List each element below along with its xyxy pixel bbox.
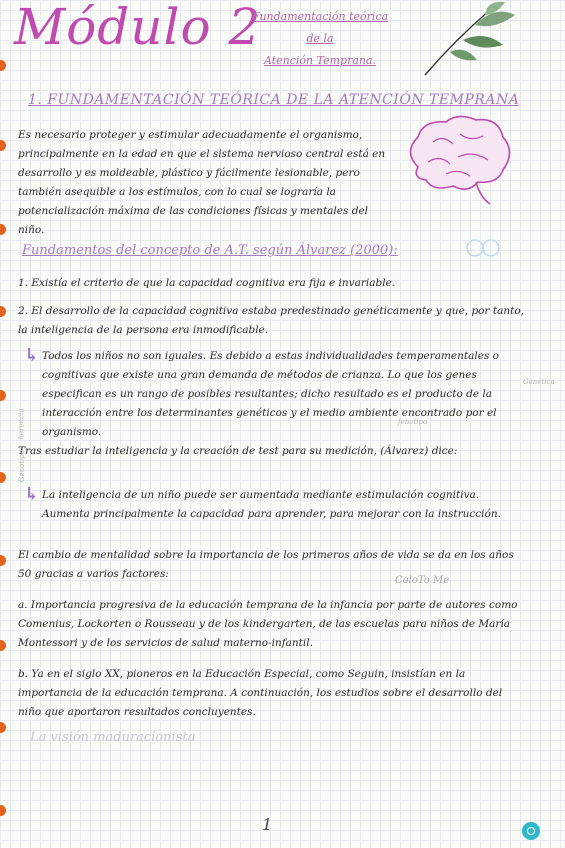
brain-icon <box>398 112 518 207</box>
point-7: a. Importancia progresiva de la educación temprana de la infancia por parte de autores como Comenius, Lockorten o Rousseau y de los kindergarten, de las escuelas para niños de María Montessori y de los servicios de salud materno-infantil. <box>18 599 518 649</box>
margin-note: Genotipo <box>18 449 27 483</box>
point-6: El cambio de mentalidad sobre la importancia de los primeros años de vida se da en los años 50 gracias a varios factores: <box>18 549 514 580</box>
point-2: 2. El desarrollo de la capacidad cognitiva estaba predestinado genéticamente y que, por tanto, la inteligencia de la persona era inmodificable. <box>18 305 524 336</box>
point-8: b. Ya en el siglo XX, pioneros en la Educación Especial, como Seguin, insistían en la importancia de la educación temprana. A continuación, los estudios sobre el desarrollo del niño que aportaron resultados concluyentes. <box>18 668 503 718</box>
punch-hole <box>0 60 6 71</box>
punch-hole <box>0 306 6 317</box>
point-4: Tras estudiar la inteligencia y la creación de test para su medición, (Álvarez) dice: <box>18 445 458 457</box>
faded-heading: La visión maduracionista <box>30 730 196 745</box>
punch-hole <box>0 640 6 651</box>
margin-note: Genética <box>523 378 555 386</box>
point-5: La inteligencia de un niño puede ser aumentada mediante estimulación cognitiva. Aumenta principalmente la capacidad para aprender, para mejorar con la instrucción. <box>42 489 501 520</box>
subtitle-line: Fundamentación teórica <box>251 10 389 23</box>
punch-hole <box>0 390 6 401</box>
intro-paragraph: Es necesario proteger y estimular adecuadamente el organismo, principalmente en la edad en que el sistema nervioso central está en desarrollo y es moldeable, plástico y fácilmente lesionable, pero también asequible a los estímulos, con lo cual se lograría la potencialización máxima de las condiciones físicas y mentales del niño. <box>18 129 386 236</box>
leaf-branch-icon <box>415 0 535 80</box>
subtitle-line: de la <box>306 32 334 45</box>
arrow-icon: ↳ <box>24 484 40 505</box>
section-heading: 1. FUNDAMENTACIÓN TEÓRICA DE LA ATENCIÓN TEMPRANA <box>28 92 520 108</box>
point-1: 1. Existía el criterio de que la capacidad cognitiva era fija e invariable. <box>18 277 396 289</box>
punch-hole <box>0 555 6 566</box>
arrow-icon: ↳ <box>24 345 40 366</box>
punch-hole <box>0 224 6 235</box>
punch-hole <box>0 140 6 151</box>
decor-circles-icon <box>465 236 505 260</box>
app-logo-icon <box>522 822 540 840</box>
page-subtitle <box>240 6 400 72</box>
colophon: ColoTo Me <box>395 575 450 586</box>
page-number: 1 <box>262 815 273 834</box>
margin-note: fenotipo <box>398 418 428 426</box>
subsection-heading: Fundamentos del concepto de A.T. según Álvarez (2000): <box>22 243 398 258</box>
punch-hole <box>0 805 6 816</box>
subtitle-line: Atención Temprana. <box>263 54 377 67</box>
punch-hole <box>0 472 6 483</box>
page-title: Módulo 2 <box>14 0 262 56</box>
punch-hole <box>0 722 6 733</box>
margin-note: herencia <box>17 408 26 440</box>
point-3: Todos los niños no son iguales. Es debido a estas individualidades temperamentales o cognitivas que existe una gran demanda de métodos de crianza. Lo que los genes especifican es un rango de posibles resultantes; dicho resultado es el producto de la interacción entre los determinantes genéticos y el medio ambiente encontrado por el organismo. <box>42 350 500 438</box>
